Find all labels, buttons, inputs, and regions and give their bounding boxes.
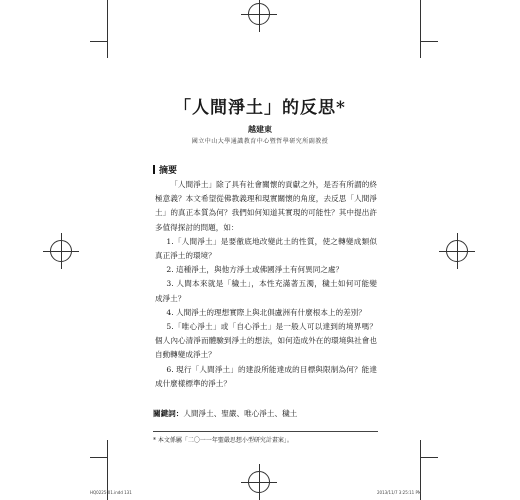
article-title: 「人間淨土」的反思* — [174, 98, 346, 118]
keywords-text: 人間淨土、聖嚴、唯心淨土、穢土 — [183, 409, 298, 418]
abstract-body — [155, 178, 377, 391]
abstract-question: 5.「唯心淨土」或「自心淨土」是一般人可以達到的境界嗎？個人內心清淨而體驗到淨土的想法，如何造成外在的環境與社會也自動轉變成淨土？ — [155, 322, 377, 360]
abstract-heading-label: 摘要 — [159, 166, 178, 176]
registration-mark — [446, 240, 468, 262]
abstract-paragraph: 「人間淨土」除了具有社會關懷的貢獻之外，是否有所謂的終極意義？本文希望從佛教義理和現實關懷的角度，去反思「人間淨土」的真正本質為何？我們如何知道其實現的可能性？其中提出許多值得探討的問題，如： — [155, 180, 377, 232]
abstract-question: 4. 人間淨土的理想實際上與北俱盧洲有什麼根本上的差別？ — [166, 307, 366, 317]
crop-mark — [107, 0, 108, 58]
abstract-question: 3. 人間本來就是「穢土」，本性充滿著五濁，穢土如何可能變成淨土？ — [155, 279, 377, 303]
author-name: 越建東 — [248, 124, 272, 134]
abstract-question: 2. 這種淨土，與他方淨土或佛國淨土有何異同之處？ — [166, 265, 344, 275]
abstract-question: 6. 現行「人間淨土」的建設所能達成的目標與限制為何？能達成什麼樣標準的淨土？ — [155, 364, 377, 388]
crop-mark — [421, 457, 438, 458]
registration-mark — [248, 3, 270, 25]
registration-mark — [248, 471, 270, 493]
crop-mark — [90, 41, 107, 42]
keywords — [153, 408, 297, 419]
crop-mark — [90, 457, 107, 458]
heading-bar — [153, 165, 155, 174]
abstract-heading — [153, 163, 177, 176]
footnote: * 本文係屬「二〇一一年聖嚴思想小型研究計畫案」。 — [153, 437, 293, 444]
crop-mark — [420, 0, 421, 58]
slug-left: HQ0225-01.indd 131 — [90, 490, 132, 495]
registration-mark — [50, 240, 72, 262]
footnote-rule — [153, 431, 378, 432]
slug-right: 2013/11/7 3:25:11 PM — [377, 490, 422, 495]
author-affiliation: 國立中山大學通識教育中心暨哲學研究所副教授 — [191, 138, 329, 145]
abstract-question: 1.「人間淨土」是要徹底地改變此土的性質，使之轉變成類似真正淨土的環境？ — [155, 236, 377, 261]
crop-mark — [421, 41, 438, 42]
keywords-label: 關鍵詞： — [153, 409, 184, 418]
